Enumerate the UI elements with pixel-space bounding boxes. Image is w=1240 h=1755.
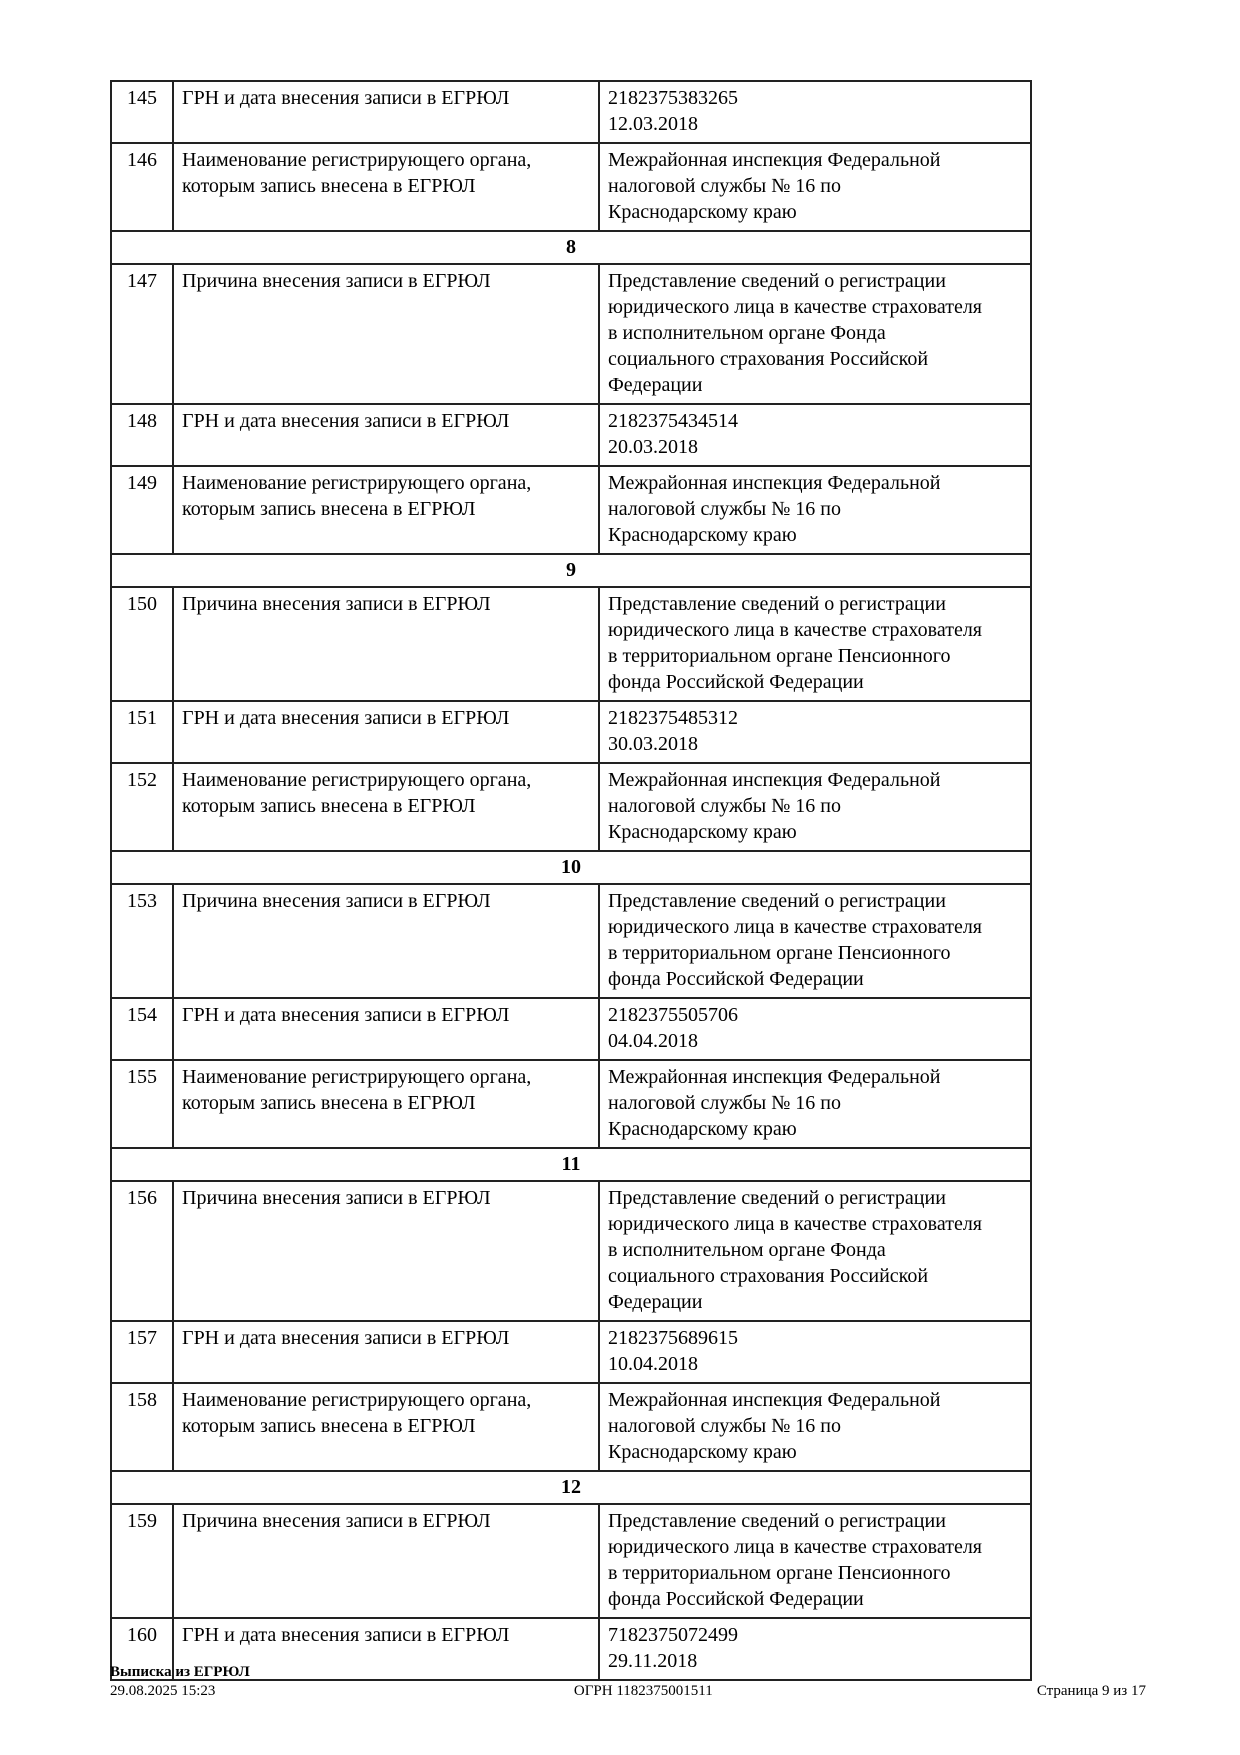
record-value-line: Краснодарскому краю [608,821,797,843]
record-value-line: Межрайонная инспекция Федеральной [608,769,941,791]
record-value-line: Межрайонная инспекция Федеральной [608,1389,941,1411]
record-label [173,466,599,554]
records-table-body [111,81,1031,1680]
record-value [599,998,1031,1060]
record-value [599,1321,1031,1383]
record-label-line: которым запись внесена в ЕГРЮЛ [182,1415,476,1437]
record-number-line: 149 [127,472,157,494]
record-label-line: которым запись внесена в ЕГРЮЛ [182,795,476,817]
record-row [111,998,1031,1060]
record-label-line: Причина внесения записи в ЕГРЮЛ [182,1510,491,1532]
record-value-line: 7182375072499 [608,1624,738,1646]
record-label-line: ГРН и дата внесения записи в ЕГРЮЛ [182,1004,510,1026]
record-number-line: 157 [127,1327,157,1349]
record-label-line: ГРН и дата внесения записи в ЕГРЮЛ [182,707,510,729]
record-label-line: которым запись внесена в ЕГРЮЛ [182,498,476,520]
footer-doc-title: Выписка из ЕГРЮЛ [110,1664,250,1680]
record-value-line: Межрайонная инспекция Федеральной [608,472,941,494]
record-value-line: в территориальном органе Пенсионного [608,645,951,667]
record-value [599,763,1031,851]
record-label [173,1504,599,1618]
record-row [111,404,1031,466]
section-number: 10 [111,851,1031,884]
record-row [111,701,1031,763]
record-value-line: Краснодарскому краю [608,1118,797,1140]
record-label [173,998,599,1060]
record-value-line: 12.03.2018 [608,113,698,135]
record-label [173,1060,599,1148]
record-number-line: 145 [127,87,157,109]
record-number [111,264,173,404]
record-value [599,1181,1031,1321]
record-row [111,1504,1031,1618]
record-number-line: 159 [127,1510,157,1532]
record-value-line: фонда Российской Федерации [608,671,864,693]
record-value-line: в исполнительном органе Фонда [608,322,886,344]
record-value-line: юридического лица в качестве страхователя [608,619,983,641]
footer-datetime: 29.08.2025 15:23 [110,1683,216,1699]
record-label-line: Наименование регистрирующего органа, [182,472,532,494]
record-number-line: 146 [127,149,157,171]
record-value [599,884,1031,998]
record-label-line: Наименование регистрирующего органа, [182,149,532,171]
record-value-line: 2182375485312 [608,707,738,729]
record-value-line: 20.03.2018 [608,436,698,458]
record-number-line: 160 [127,1624,157,1646]
record-number-line: 148 [127,410,157,432]
record-label [173,1181,599,1321]
egrul-records-table [110,80,1032,1681]
record-value [599,1504,1031,1618]
record-label-line: ГРН и дата внесения записи в ЕГРЮЛ [182,1624,510,1646]
record-row [111,143,1031,231]
section-divider-row [111,1148,1031,1181]
record-value [599,466,1031,554]
record-value-line: налоговой службы № 16 по [608,795,841,817]
record-value [599,143,1031,231]
record-value [599,1060,1031,1148]
record-value [599,81,1031,143]
record-label [173,264,599,404]
record-number [111,763,173,851]
record-value-line: фонда Российской Федерации [608,1588,864,1610]
record-row [111,264,1031,404]
record-label [173,1383,599,1471]
record-row [111,1181,1031,1321]
record-number-line: 153 [127,890,157,912]
section-number: 11 [111,1148,1031,1181]
record-number [111,1504,173,1618]
record-label-line: ГРН и дата внесения записи в ЕГРЮЛ [182,410,510,432]
record-value-line: в территориальном органе Пенсионного [608,942,951,964]
record-label [173,587,599,701]
record-value-line: фонда Российской Федерации [608,968,864,990]
record-number [111,1383,173,1471]
record-number-line: 156 [127,1187,157,1209]
section-number: 8 [111,231,1031,264]
record-value-line: налоговой службы № 16 по [608,175,841,197]
footer-page-indicator: Страница 9 из 17 [1036,1683,1146,1699]
page-footer [110,1663,1146,1701]
record-value-line: Краснодарскому краю [608,524,797,546]
record-row [111,587,1031,701]
record-number [111,884,173,998]
section-divider-row [111,554,1031,587]
record-number-line: 150 [127,593,157,615]
record-number [111,1321,173,1383]
footer-left-block [110,1663,250,1701]
record-label [173,81,599,143]
record-label-line: Наименование регистрирующего органа, [182,769,532,791]
record-label-line: Наименование регистрирующего органа, [182,1389,532,1411]
record-label [173,143,599,231]
record-number [111,143,173,231]
record-label [173,884,599,998]
record-label-line: ГРН и дата внесения записи в ЕГРЮЛ [182,1327,510,1349]
record-label [173,701,599,763]
record-value-line: Федерации [608,1291,703,1313]
record-number-line: 154 [127,1004,157,1026]
record-label [173,763,599,851]
record-number-line: 158 [127,1389,157,1411]
record-label-line: которым запись внесена в ЕГРЮЛ [182,1092,476,1114]
record-value-line: юридического лица в качестве страхователя [608,296,983,318]
record-number [111,81,173,143]
record-value-line: в исполнительном органе Фонда [608,1239,886,1261]
record-value-line: социального страхования Российской [608,348,929,370]
record-value-line: 04.04.2018 [608,1030,698,1052]
record-value-line: 2182375689615 [608,1327,738,1349]
section-divider-row [111,231,1031,264]
record-number-line: 155 [127,1066,157,1088]
section-number: 12 [111,1471,1031,1504]
record-value-line: юридического лица в качестве страхователя [608,1213,983,1235]
footer-ogrn: ОГРН 1182375001511 [573,1683,713,1699]
record-number [111,1181,173,1321]
record-value-line: 2182375434514 [608,410,738,432]
record-value-line: 2182375383265 [608,87,738,109]
record-label-line: Причина внесения записи в ЕГРЮЛ [182,1187,491,1209]
section-number: 9 [111,554,1031,587]
section-divider-row [111,1471,1031,1504]
record-label-line: которым запись внесена в ЕГРЮЛ [182,175,476,197]
record-value-line: социального страхования Российской [608,1265,929,1287]
record-row [111,884,1031,998]
record-label-line: Причина внесения записи в ЕГРЮЛ [182,890,491,912]
record-value-line: 30.03.2018 [608,733,698,755]
record-value-line: в территориальном органе Пенсионного [608,1562,951,1584]
record-value-line: Федерации [608,374,703,396]
record-label-line: Причина внесения записи в ЕГРЮЛ [182,270,491,292]
record-value-line: Представление сведений о регистрации [608,890,946,912]
record-value-line: юридического лица в качестве страхователя [608,1536,983,1558]
record-number [111,1060,173,1148]
record-value-line: Представление сведений о регистрации [608,593,946,615]
record-value-line: Краснодарскому краю [608,201,797,223]
record-value-line: Межрайонная инспекция Федеральной [608,149,941,171]
record-number [111,701,173,763]
record-value-line: юридического лица в качестве страхователя [608,916,983,938]
record-label [173,1321,599,1383]
record-number [111,404,173,466]
record-number-line: 152 [127,769,157,791]
record-value-line: 2182375505706 [608,1004,738,1026]
record-value [599,701,1031,763]
record-label-line: ГРН и дата внесения записи в ЕГРЮЛ [182,87,510,109]
record-value-line: налоговой службы № 16 по [608,1415,841,1437]
record-value-line: Представление сведений о регистрации [608,270,946,292]
record-value [599,1383,1031,1471]
record-value-line: Представление сведений о регистрации [608,1510,946,1532]
record-row [111,81,1031,143]
record-label-line: Наименование регистрирующего органа, [182,1066,532,1088]
record-row [111,1321,1031,1383]
record-number [111,587,173,701]
record-value-line: Межрайонная инспекция Федеральной [608,1066,941,1088]
record-row [111,1060,1031,1148]
record-number-line: 147 [127,270,157,292]
record-value-line: налоговой службы № 16 по [608,1092,841,1114]
record-number-line: 151 [127,707,157,729]
section-divider-row [111,851,1031,884]
record-number [111,998,173,1060]
record-value-line: 10.04.2018 [608,1353,698,1375]
record-value-line: 29.11.2018 [608,1650,698,1672]
record-label-line: Причина внесения записи в ЕГРЮЛ [182,593,491,615]
record-value [599,264,1031,404]
record-value [599,587,1031,701]
record-value [599,404,1031,466]
record-value-line: Краснодарскому краю [608,1441,797,1463]
record-row [111,466,1031,554]
record-row [111,763,1031,851]
record-number [111,466,173,554]
record-value-line: Представление сведений о регистрации [608,1187,946,1209]
record-value-line: налоговой службы № 16 по [608,498,841,520]
record-row [111,1383,1031,1471]
record-label [173,404,599,466]
